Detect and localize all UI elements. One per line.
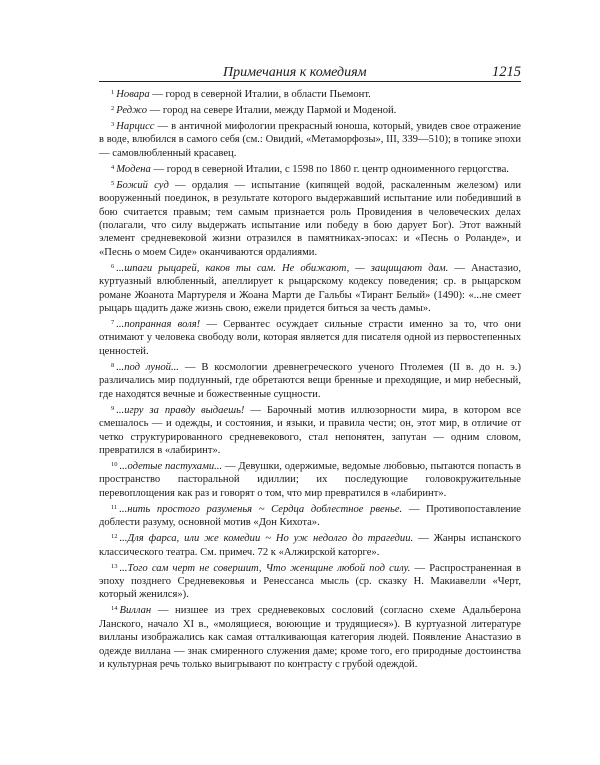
note-term: ...Того сам черт не совершит, Что женщине любой под силу. [119,562,411,574]
note-number: 4 [111,163,115,171]
note-number: 11 [111,503,118,511]
note-term: ...попранная воля! [116,319,201,331]
note-9 [99,404,521,458]
note-term: Модена [116,163,151,175]
note-14 [99,604,521,671]
note-text: — низшее из трех средневековых сословий (согласно схеме Адальберона Ланского, начало XI в., «молящиеся, воюющие и трудящиеся»). В куртуазной литературе вилланы изображались как самая отталкивающая категория людей. Появление Анастазио в одежде виллана — знак смиренного служения даме; кроме того, его природные достоинства и культурная речь только выигрывают по контрасту с грубой одеждой. [99,605,521,670]
note-term: ...под луной... [116,361,179,373]
note-term: Реджо [116,105,148,116]
note-text: — Жанры испанского классического театра. См. примеч. 72 к «Алжирской каторге». [99,533,521,558]
note-term: ...одетые пастухами... [119,460,223,472]
note-text: — город в северной Италии, в области Пьемонт. [149,89,371,100]
note-number: 6 [111,262,115,270]
note-text: — город на севере Италии, между Пармой и Моденой. [147,105,397,116]
note-11 [99,503,521,530]
running-title: Примечания к комедиям [223,65,367,80]
note-number: 10 [111,460,118,468]
note-10 [99,460,521,500]
note-text: — Противопоставление доблести разуму, основной мотив «Дон Кихота». [99,503,521,529]
note-text: — В космологии древнегреческого ученого Птолемея (II в. до н. э.) различались мир подлунный, где обретаются вещи бренные и преходящие, и мир небесный, где находятся вечные и божественные сущности. [99,361,521,400]
note-text: — ордалия — испытание (кипящей водой, раскаленным железом) или вооруженный поединок, в результате которого выдержавший испытание или победивший в бою считается правым; тем самым признается роль Провидения в человеческих делах (полагали, что силу выдержать испытание или победу в бою дарует Бог). Этот важный элемент средневековой жизни отразился в памятниках-эпосах: и «Песнь о Роланде», и «Песнь о моем Сиде» оканчиваются ордалиями. [99,179,521,258]
note-7 [99,318,521,358]
note-number: 2 [111,105,115,112]
note-3 [99,120,521,160]
note-number: 7 [111,319,115,327]
note-6 [99,262,521,316]
note-term: ...Для фарса, или же комедии ~ Но уж недолго до трагедии. [119,533,414,545]
note-text: — Сервантес осуждает сильные страсти именно за то, что они отнимают у человека свободу воли, которая является для писателя одной из первостепенных ценностей. [99,319,521,357]
note-1 [99,88,521,101]
note-number: 1 [111,89,115,96]
note-number: 12 [111,533,118,541]
note-number: 14 [111,605,118,613]
page-number: 1215 [492,64,521,80]
note-term: Новара [116,89,150,100]
note-4 [99,163,521,176]
note-number: 3 [111,121,115,128]
note-term: Виллан [119,605,152,617]
note-term: ...игру за правду выдаешь! [116,404,245,416]
note-12 [99,532,521,559]
note-term: Нарцисс [116,121,155,132]
note-number: 5 [111,179,115,187]
note-5 [99,179,521,259]
note-13 [99,562,521,602]
note-term: ...нить простого разуменья ~ Сердца доблестное рвенье. [119,503,403,515]
note-number: 13 [111,562,118,570]
running-header [99,59,521,81]
note-text: — Девушки, одержимые, ведомые любовью, пытаются попасть в пространство пасторальной идиллии; их последующие головокружительные перевоплощения как раз и говорят о том, что мир превратился в «лабиринт». [99,460,522,499]
notes-list [99,88,521,674]
header-rule [99,81,521,82]
note-number: 8 [111,361,115,369]
note-text: — Анастазио, куртуазный влюбленный, апеллирует к рыцарскому кодексу поведения; ср. в рыцарском романе Жоанота Мартуреля и Жоана Марти де Гальбы «Тирант Белый» (1490): «...не смеет рыцарь щадить даже жизнь свою, ежели придется биться за честь дамы». [99,262,521,315]
note-text: — Барочный мотив иллюзорности мира, в котором все смешалось — и одежды, и состояния, и языки, и правила чести; он, этот мир, в отличие от четко структурированного средневекового, стал непонятен, запутан — одним словом, превратился в «лабиринт». [99,404,521,456]
note-2 [99,104,521,117]
note-text: — Распространенная в эпоху позднего Средневековья и Ренессанса мысль (ср. сказку Н. Макиавелли «Черт, который женился»). [99,562,521,601]
note-text: — город в северной Италии, с 1598 по 1860 г. центр одноименного герцогства. [150,163,509,175]
note-term: Божий суд [116,179,169,191]
note-term: ...шпаги рыцарей, каков ты сам. Не обижают, — защищают дам. [116,262,449,274]
note-number: 9 [111,404,115,412]
note-8 [99,361,521,401]
note-text: — в античной мифологии прекрасный юноша, который, увидев свое отражение в воде, влюбился в самого себя (см.: Овидий, «Метаморфозы», III, 339—510); в топике эпохи — самовлюбленный красавец. [99,121,521,159]
